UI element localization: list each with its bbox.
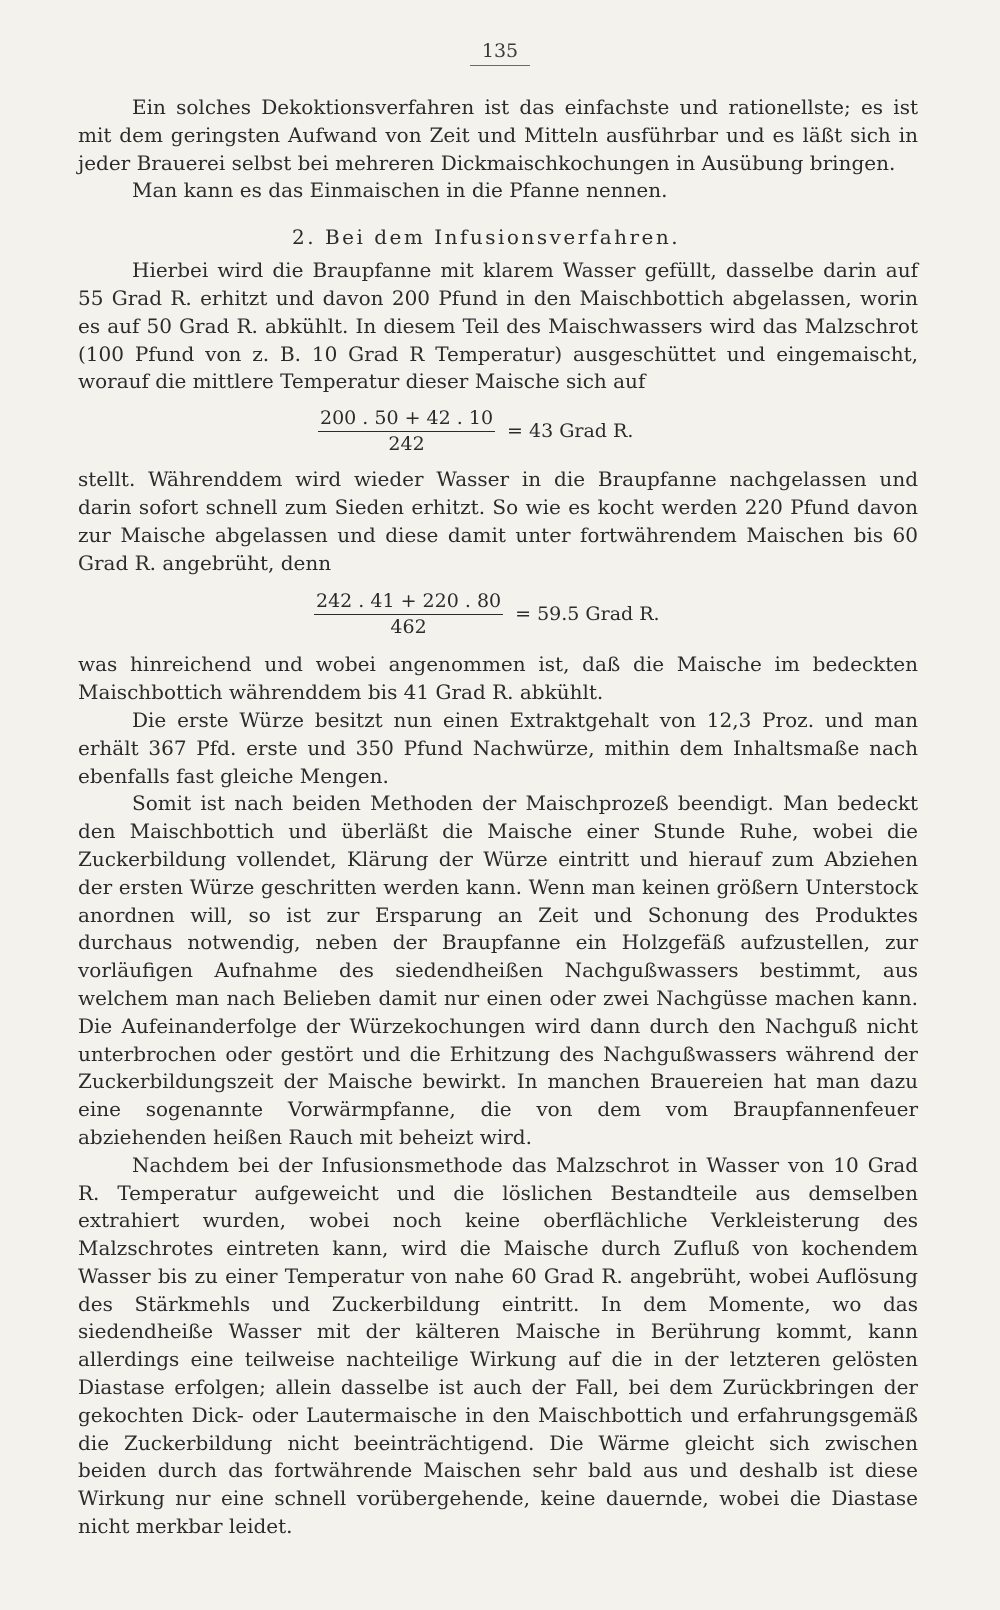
fraction-numerator: 242 . 41 + 220 . 80 xyxy=(316,590,502,613)
paragraph-dekoktion: Ein solches Dekoktionsverfahren ist das einfachste und rationellste; es ist mit dem geringsten Aufwand von Zeit und Mitteln ausführbar und es läßt sich in jeder Brauerei selbst bei mehreren Dickmaischkochungen in Ausübung bringen. xyxy=(78,95,918,175)
formula-mixing-temperature-1 xyxy=(78,402,918,460)
fraction-denominator: 242 xyxy=(318,431,495,456)
fraction-denominator: 462 xyxy=(314,614,503,639)
paragraph-infusion-3: was hinreichend und wobei angenommen ist, daß die Maische im bedeckten Maischbottich währenddem bis 41 Grad R. abkühlt. xyxy=(78,652,918,705)
section-heading: 2. Bei dem Infusionsverfahren. xyxy=(292,225,681,250)
paragraph-wuerze: Die erste Würze besitzt nun einen Extraktgehalt von 12,3 Proz. und man erhält 367 Pfd. erste und 350 Pfund Nachwürze, mithin dem Inhaltsmaße nach ebenfalls fast gleiche Mengen. xyxy=(78,707,918,788)
fraction-numerator: 200 . 50 + 42 . 10 xyxy=(320,407,494,430)
formula-result: = 43 Grad R. xyxy=(507,420,634,443)
paragraph-einmaischen: Man kann es das Einmaischen in die Pfanne nennen. xyxy=(132,178,668,203)
page-body xyxy=(78,94,918,1541)
formula-mixing-temperature-2 xyxy=(78,583,918,645)
paragraph-somit: Somit ist nach beiden Methoden der Maischprozeß beendigt. Man bedeckt den Maischbottich und überläßt die Maische einer Stunde Ruhe, wobei die Zuckerbildung vollendet, Klärung der Würze eintritt und hierauf zum Abziehen der ersten Würze geschritten werden kann. Wenn man keinen größern Unterstock anordnen will, so ist zur Ersparung an Zeit und Schonung des Produktes durchaus notwendig, neben der Braupfanne ein Holzgefäß aufzustellen, zur vorläufigen Aufnahme des siedendheißen Nachgußwassers bestimmt, aus welchem man nach Belieben damit nur einen oder zwei Nachgüsse machen kann. Die Aufeinanderfolge der Würzekochungen wird dann durch den Nachguß nicht unterbrochen oder gestört und die Erhitzung des Nachgußwassers während der Zuckerbildungszeit der Maische bewirkt. In manchen Brauereien hat man dazu eine sogenannte Vorwärmpfanne, die von dem vom Braupfannenfeuer abziehenden heißen Rauch mit beheizt wird. xyxy=(78,791,918,1149)
paragraph-infusion-2: stellt. Währenddem wird wieder Wasser in die Braupfanne nachgelassen und darin sofort schnell zum Sieden erhitzt. So wie es kocht werden 220 Pfund davon zur Maische abgelassen und diese damit unter fortwährendem Maischen bis 60 Grad R. angebrüht, denn xyxy=(78,467,918,575)
fraction xyxy=(314,589,503,639)
formula-result: = 59.5 Grad R. xyxy=(515,603,660,626)
paragraph-nachdem: Nachdem bei der Infusionsmethode das Malzschrot in Wasser von 10 Grad R. Temperatur aufgeweicht und die löslichen Bestandteile aus demselben extrahiert wurden, wobei noch keine oberflächliche Verkleisterung des Malzschrotes eintreten kann, wird die Maische durch Zufluß von kochendem Wasser bis zu einer Temperatur von nahe 60 Grad R. angebrüht, wobei Auflösung des Stärkmehls und Zuckerbildung eintritt. In dem Momente, wo das siedendheiße Wasser mit der kälteren Maische in Berührung kommt, kann allerdings eine teilweise nachteilige Wirkung auf die in der letzteren gelösten Diastase erfolgen; allein dasselbe ist auch der Fall, bei dem Zurückbringen der gekochten Dick- oder Lautermaische in den Maischbottich und erfahrungsgemäß die Zuckerbildung nicht beeinträchtigend. Die Wärme gleicht sich zwischen beiden durch das fortwährende Maischen sehr bald aus und deshalb ist diese Wirkung nur eine schnell vorübergehende, keine dauernde, wobei die Diastase nicht merkbar leidet. xyxy=(78,1152,918,1539)
page-number: 135 xyxy=(0,40,1000,66)
fraction xyxy=(318,406,495,456)
paragraph-infusion-1: Hierbei wird die Braupfanne mit klarem Wasser gefüllt, dasselbe darin auf 55 Grad R. erhitzt und davon 200 Pfund in den Maischbottich abgelassen, worin es auf 50 Grad R. abkühlt. In diesem Teil des Maischwassers wird das Malzschrot (100 Pfund von z. B. 10 Grad R Temperatur) ausgeschüttet und eingemaischt, worauf die mittlere Temperatur dieser Maische sich auf xyxy=(78,258,918,394)
